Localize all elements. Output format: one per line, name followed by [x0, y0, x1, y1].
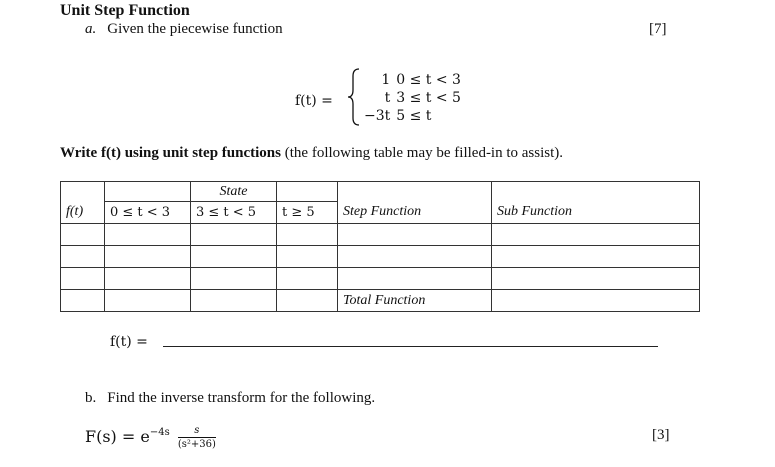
- transform-fraction: [178, 425, 216, 450]
- part-a-label: a.: [85, 21, 97, 37]
- instruction-rest: (the following table may be filled-in to assist).: [281, 145, 564, 161]
- table-cell[interactable]: [338, 268, 492, 290]
- table-cell[interactable]: [277, 290, 338, 312]
- case-value: t: [384, 90, 391, 106]
- fraction-denominator: (s²+36): [177, 439, 216, 450]
- header-sub-function: Sub Function: [492, 202, 700, 224]
- header-interval-2: 3 ≤ t < 5: [191, 202, 277, 224]
- instruction-bold: Write f(t) using unit step functions: [60, 145, 281, 161]
- header-ft: f(t): [61, 202, 105, 224]
- table-cell[interactable]: [61, 246, 105, 268]
- table-cell[interactable]: [492, 246, 700, 268]
- table-cell[interactable]: [61, 224, 105, 246]
- case-row: [364, 71, 461, 89]
- header-interval-1: 0 ≤ t < 3: [105, 202, 191, 224]
- part-a-prompt: [85, 21, 283, 38]
- table-cell: [277, 182, 338, 202]
- piecewise-lhs: f(t) =: [295, 93, 333, 109]
- case-row: [364, 107, 461, 125]
- table-cell: [338, 182, 492, 202]
- case-condition: 5 ≤ t: [396, 108, 432, 124]
- table-cell[interactable]: [277, 246, 338, 268]
- part-b-text: Find the inverse transform for the following.: [107, 390, 376, 406]
- table-cell[interactable]: [191, 290, 277, 312]
- table-cell[interactable]: [492, 224, 700, 246]
- table-cell[interactable]: [338, 224, 492, 246]
- table-cell: [492, 182, 700, 202]
- section-title: Unit Step Function: [60, 2, 190, 19]
- table-cell[interactable]: [277, 224, 338, 246]
- answer-line[interactable]: [163, 346, 658, 347]
- table-cell[interactable]: [191, 224, 277, 246]
- piecewise-cases: [364, 71, 461, 125]
- table-cell[interactable]: [105, 246, 191, 268]
- answer-label: f(t) =: [110, 334, 148, 350]
- table-cell[interactable]: [105, 290, 191, 312]
- table-cell: [105, 182, 191, 202]
- case-condition: 3 ≤ t < 5: [396, 90, 461, 106]
- header-step-function: Step Function: [338, 202, 492, 224]
- table-row-total: [61, 290, 700, 312]
- table-cell[interactable]: [61, 268, 105, 290]
- table-cell[interactable]: [191, 246, 277, 268]
- table-cell[interactable]: [277, 268, 338, 290]
- table-cell[interactable]: [61, 290, 105, 312]
- table-header-row: [61, 202, 700, 224]
- table-cell[interactable]: [338, 246, 492, 268]
- table-cell[interactable]: [492, 290, 700, 312]
- state-header: State: [191, 182, 277, 202]
- fraction-numerator: s: [178, 425, 216, 438]
- part-a-marks: [7]: [649, 21, 667, 37]
- case-value: 1: [381, 72, 391, 88]
- header-interval-3: t ≥ 5: [277, 202, 338, 224]
- table-cell[interactable]: [105, 224, 191, 246]
- table-cell[interactable]: [105, 268, 191, 290]
- table-cell[interactable]: [191, 268, 277, 290]
- part-b-prompt: [85, 390, 375, 407]
- step-function-table: [60, 181, 700, 312]
- total-function-label: Total Function: [338, 290, 492, 312]
- case-condition: 0 ≤ t < 3: [396, 72, 461, 88]
- part-b-marks: [3]: [652, 427, 670, 443]
- case-value: −3t: [364, 108, 391, 124]
- table-cell[interactable]: [492, 268, 700, 290]
- table-header-row-state: [61, 182, 700, 202]
- table-row: [61, 268, 700, 290]
- table-row: [61, 246, 700, 268]
- table-row: [61, 224, 700, 246]
- part-b-label: b.: [85, 390, 97, 406]
- instruction: [60, 145, 563, 162]
- transform-lhs: F(s) = e: [85, 427, 150, 446]
- left-brace: [347, 68, 361, 126]
- case-row: [364, 89, 461, 107]
- transform-exponent: −4s: [149, 427, 170, 438]
- transform-expression: [85, 425, 216, 450]
- part-a-text: Given the piecewise function: [107, 21, 283, 37]
- table-cell: [61, 182, 105, 202]
